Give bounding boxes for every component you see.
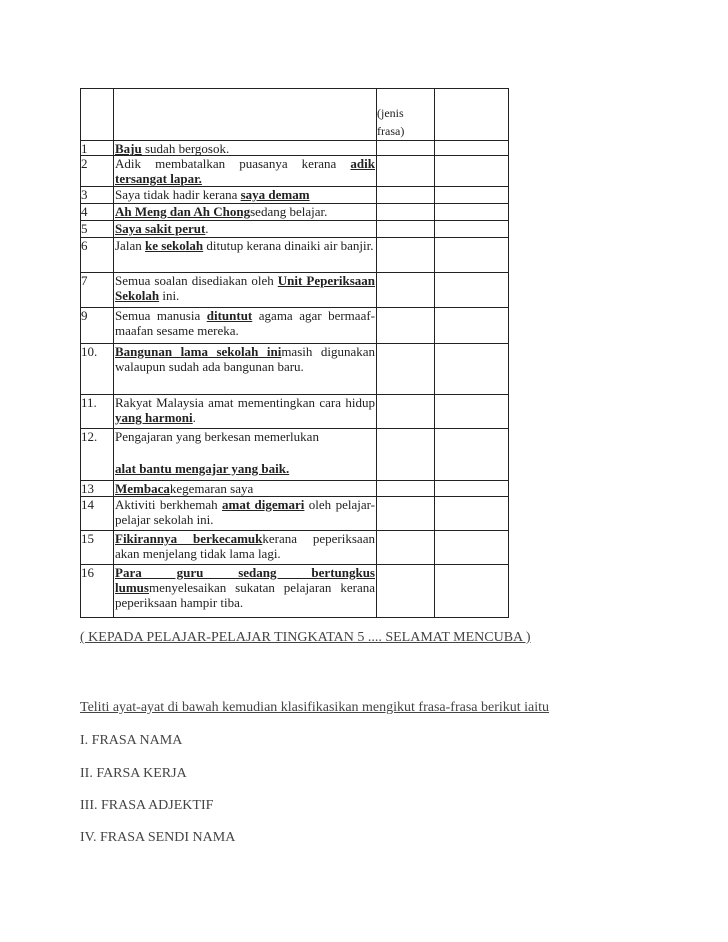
row-sentence (115, 204, 375, 219)
row-sentence (115, 395, 375, 425)
row-number: 13 (81, 481, 94, 496)
row-number: 10. (81, 344, 98, 359)
row-number: 3 (81, 187, 88, 202)
row-number: 9 (81, 308, 88, 323)
highlighted-phrase: saya demam (240, 187, 310, 202)
highlighted-phrase: Baju (115, 141, 142, 156)
row-number: 16 (81, 565, 94, 580)
sentence-part: oleh pelajar-pelajar sekolah ini. (115, 497, 375, 527)
sentence-part: Semua soalan disediakan oleh (115, 273, 278, 288)
row-sentence (115, 481, 375, 496)
sentence-part: . (192, 410, 196, 425)
sentence-part: menyelesaikan sukatan pelajaran kerana peperiksaan hampir tiba. (115, 580, 375, 610)
row-number: 5 (81, 221, 88, 236)
header-line-2: frasa) (377, 124, 405, 138)
row-sentence (115, 344, 375, 374)
category-frasa-kerja: II. FARSA KERJA (80, 766, 187, 781)
sentence-part: Adik membatalkan puasanya kerana (115, 156, 351, 171)
row-sentence (115, 156, 375, 186)
sentence-part: sudah bergosok. (141, 141, 230, 156)
header-jenis-frasa (377, 104, 404, 140)
sentence-part: Jalan (115, 238, 145, 253)
row-sentence (115, 497, 375, 527)
row-sentence (115, 238, 375, 253)
highlighted-phrase: Bangunan lama sekolah ini (115, 344, 282, 359)
row-number: 7 (81, 273, 88, 288)
sentence-part: agama agar bermaaf-maafan sesame mereka. (115, 308, 375, 338)
row-number: 2 (81, 156, 88, 171)
row-sentence (115, 429, 375, 444)
footer-note: ( KEPADA PELAJAR-PELAJAR TINGKATAN 5 .... SELAMAT MENCUBA ) (80, 630, 531, 645)
sentence-part: ditutup kerana dinaiki air banjir. (203, 238, 374, 253)
highlighted-phrase: Fikirannya berkecamuk (115, 531, 263, 546)
row-number: 1 (81, 141, 88, 156)
instruction-text: Teliti ayat-ayat di bawah kemudian klasifikasikan mengikut frasa-frasa berikut iaitu (80, 700, 550, 715)
row-sentence (115, 531, 375, 561)
highlighted-phrase: adik tersangat lapar. (115, 156, 375, 186)
row-number: 12. (81, 429, 98, 444)
sentence-part: Semua manusia (115, 308, 207, 323)
highlighted-phrase: amat digemari (222, 497, 305, 512)
sentence-part: . (205, 221, 209, 236)
highlighted-phrase: Saya sakit perut (115, 221, 206, 236)
row-sentence (115, 308, 375, 338)
row-number: 14 (81, 497, 94, 512)
sentence-part: masih digunakan walaupun sudah ada bangunan baru. (115, 344, 375, 374)
sentence-part: Rakyat Malaysia amat mementingkan cara hidup (115, 395, 375, 410)
sentence-part: kerana peperiksaan akan menjelang tidak lama lagi. (115, 531, 375, 561)
sentence-part: kegemaran saya (169, 481, 254, 496)
sentence-part: sedang belajar. (250, 204, 328, 219)
row-sentence (115, 187, 375, 202)
sentence-part: Aktiviti berkhemah (115, 497, 222, 512)
highlighted-phrase: Ah Meng dan Ah Chong (115, 204, 251, 219)
row-number: 15 (81, 531, 94, 546)
row-sentence (115, 141, 375, 156)
sentence-part: Pengajaran yang berkesan memerlukan (115, 429, 319, 444)
row-number: 4 (81, 204, 88, 219)
category-frasa-nama: I. FRASA NAMA (80, 733, 183, 748)
table-col-divider (376, 88, 377, 617)
table-col-divider (113, 88, 114, 617)
row-sentence (115, 273, 375, 303)
sentence-part: ini. (159, 288, 180, 303)
header-line-1: (jenis (377, 106, 404, 120)
highlighted-phrase: Para guru sedang bertungkus lumus (115, 565, 375, 595)
row-number: 11. (81, 395, 97, 410)
highlighted-phrase: alat bantu mengajar yang baik. (115, 461, 290, 476)
row-sentence (115, 565, 375, 610)
row-sentence (115, 221, 375, 236)
highlighted-phrase: yang harmoni (115, 410, 193, 425)
sentence-part: Saya tidak hadir kerana (115, 187, 241, 202)
highlighted-phrase: Unit Peperiksaan Sekolah (115, 273, 376, 303)
highlighted-phrase: ke sekolah (144, 238, 204, 253)
row-number: 6 (81, 238, 88, 253)
highlighted-phrase: dituntut (206, 308, 253, 323)
table-col-divider (434, 88, 435, 617)
highlighted-phrase: Membaca (115, 481, 170, 496)
category-frasa-adjektif: III. FRASA ADJEKTIF (80, 798, 214, 813)
category-frasa-sendi-nama: IV. FRASA SENDI NAMA (80, 830, 236, 845)
